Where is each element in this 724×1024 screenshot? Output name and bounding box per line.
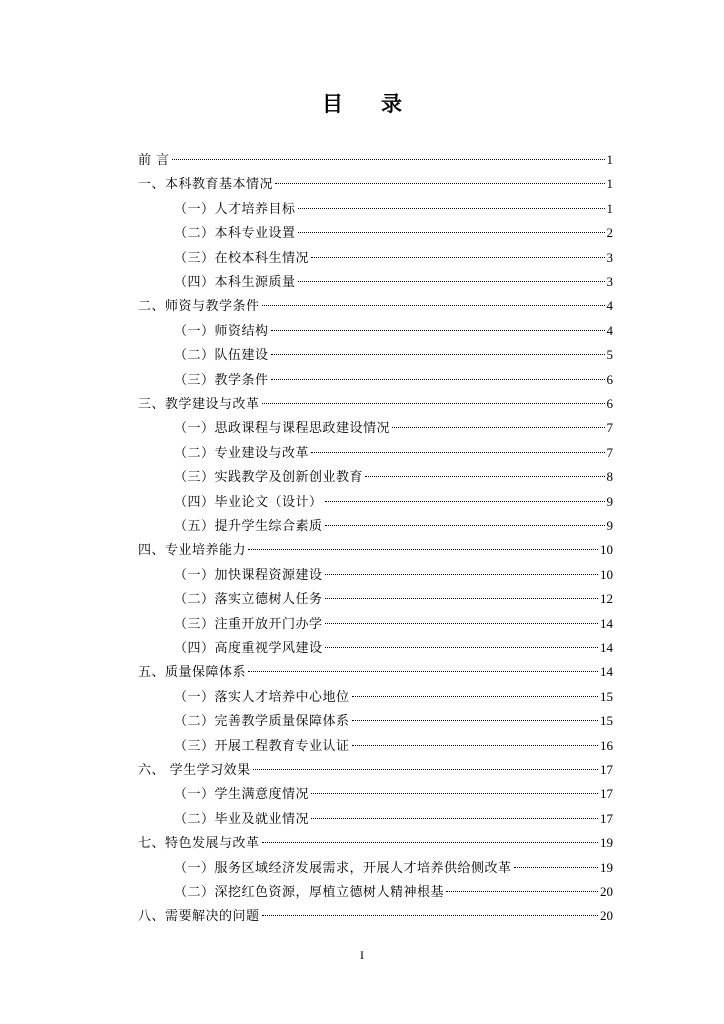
- toc-entry-page: 1: [606, 176, 613, 192]
- toc-entry[interactable]: [0, 758, 724, 781]
- toc-entry-label: （二）专业建设与改革: [174, 445, 310, 461]
- toc-entry-label: （五）提升学生综合素质: [174, 519, 323, 534]
- toc-entry-label: （二）队伍建设: [174, 348, 269, 364]
- toc-dot-leader: [352, 719, 598, 721]
- toc-entry-label: （四）毕业论文（设计）: [174, 494, 323, 510]
- toc-entry-page: 20: [600, 884, 613, 899]
- toc-dot-leader: [298, 207, 605, 209]
- toc-entry[interactable]: [0, 538, 724, 561]
- toc-entry-page: 14: [600, 640, 613, 655]
- toc-entry-label: （三）在校本科生情况: [174, 250, 310, 266]
- toc-entry-page: 1: [606, 200, 613, 216]
- toc-entry-page: 6: [606, 396, 613, 411]
- toc-entry-label: （一）师资结构: [174, 323, 269, 339]
- toc-dot-leader: [325, 573, 598, 575]
- toc-dot-leader: [325, 646, 598, 648]
- toc-entry[interactable]: [0, 709, 724, 732]
- toc-entry[interactable]: [0, 856, 724, 879]
- toc-entry-page: 20: [600, 908, 613, 924]
- toc-dot-leader: [325, 524, 605, 526]
- toc-entry-label: 八、需要解决的问题: [138, 909, 260, 925]
- toc-entry[interactable]: [0, 685, 724, 708]
- toc-entry[interactable]: [0, 880, 724, 903]
- toc-dot-leader: [325, 500, 605, 502]
- toc-entry-page: 19: [600, 859, 613, 875]
- toc-entry-label: （四）本科生源质量: [174, 275, 296, 290]
- toc-entry-page: 9: [606, 518, 613, 533]
- toc-entry-page: 16: [600, 737, 613, 753]
- toc-entry-label: （二）深挖红色资源，厚植立德树人精神根基: [174, 885, 445, 900]
- toc-entry[interactable]: [0, 343, 724, 366]
- toc-entry-page: 15: [600, 688, 613, 704]
- toc-dot-leader: [248, 548, 598, 550]
- toc-entry[interactable]: [0, 392, 724, 415]
- toc-entry-label: （二）毕业及就业情况: [174, 811, 310, 827]
- toc-entry[interactable]: [0, 465, 724, 488]
- toc-entry-label: （一）服务区域经济发展需求，开展人才培养供给侧改革: [174, 860, 512, 876]
- toc-entry-label: （一）学生满意度情况: [174, 787, 310, 803]
- toc-entry-page: 3: [606, 249, 613, 265]
- toc-entry[interactable]: [0, 660, 724, 683]
- toc-entry-page: 17: [600, 810, 613, 826]
- toc-entry-page: 14: [600, 615, 613, 631]
- toc-dot-leader: [262, 402, 605, 404]
- toc-entry-label: （三）实践教学及创新创业教育: [174, 470, 364, 486]
- toc-entry-page: 6: [606, 371, 613, 387]
- toc-entry-page: 10: [600, 542, 613, 558]
- toc-entry-label: （三）开展工程教育专业认证: [174, 738, 350, 754]
- toc-dot-leader: [446, 890, 598, 892]
- toc-dot-leader: [262, 914, 598, 916]
- toc-entry[interactable]: [0, 782, 724, 805]
- toc-entry-page: 17: [600, 786, 613, 802]
- toc-dot-leader: [365, 475, 604, 477]
- page-number-footer: I: [360, 948, 364, 962]
- toc-entry[interactable]: [0, 172, 724, 195]
- toc-entry-label: 四、专业培养能力: [138, 543, 247, 559]
- toc-entry-label: 一、本科教育基本情况: [138, 177, 274, 193]
- toc-entry[interactable]: [0, 416, 724, 439]
- toc-entry-label: 六、 学生学习效果: [138, 763, 251, 778]
- toc-entry-page: 15: [600, 713, 613, 729]
- toc-dot-leader: [325, 597, 598, 599]
- toc-dot-leader: [311, 451, 604, 453]
- toc-entry[interactable]: [0, 734, 724, 757]
- toc-entry[interactable]: [0, 587, 724, 610]
- toc-dot-leader: [298, 280, 605, 282]
- toc-entry-label: （一）人才培养目标: [174, 201, 296, 217]
- toc-entry-label: （二）完善教学质量保障体系: [174, 714, 350, 730]
- toc-entry-label: 二、师资与教学条件: [138, 299, 260, 315]
- toc-entry-page: 1: [606, 152, 613, 167]
- toc-entry-page: 7: [606, 444, 613, 460]
- toc-entry[interactable]: [0, 197, 724, 220]
- toc-entry[interactable]: [0, 490, 724, 513]
- toc-entry[interactable]: [0, 904, 724, 927]
- title-char-2: 录: [381, 92, 402, 116]
- toc-entry[interactable]: [0, 514, 724, 537]
- toc-dot-leader: [311, 256, 604, 258]
- toc-entry-label: （一）落实人才培养中心地位: [174, 689, 350, 705]
- toc-entry-label: 七、特色发展与改革: [138, 836, 260, 852]
- toc-entry[interactable]: [0, 831, 724, 854]
- toc-entry[interactable]: [0, 612, 724, 635]
- toc-entry[interactable]: [0, 636, 724, 659]
- toc-dot-leader: [271, 353, 605, 355]
- toc-dot-leader: [172, 158, 605, 160]
- toc-entry-page: 17: [600, 762, 613, 777]
- toc-dot-leader: [262, 304, 605, 306]
- toc-entry-page: 19: [600, 835, 613, 851]
- toc-dot-leader: [325, 622, 598, 624]
- toc-entry-page: 8: [606, 469, 613, 485]
- toc-dot-leader: [253, 768, 598, 770]
- title-char-1: 目: [322, 92, 343, 116]
- page-title: [0, 88, 724, 118]
- toc-entry-label: （二）本科专业设置: [174, 226, 296, 242]
- toc-entry-page: 10: [600, 566, 613, 582]
- toc-entry-page: 9: [606, 493, 613, 509]
- toc-entry-label: （三）注重开放开门办学: [174, 616, 323, 632]
- toc-dot-leader: [392, 426, 604, 428]
- toc-entry-label: （二）落实立德树人任务: [174, 592, 323, 608]
- toc-entry-label: （一）思政课程与课程思政建设情况: [174, 421, 391, 437]
- toc-entry-page: 3: [606, 274, 613, 289]
- toc-entry[interactable]: [0, 368, 724, 391]
- toc-entry[interactable]: [0, 441, 724, 464]
- toc-entry[interactable]: [0, 319, 724, 342]
- toc-dot-leader: [262, 841, 598, 843]
- toc-dot-leader: [271, 329, 605, 331]
- toc-dot-leader: [352, 744, 598, 746]
- toc-entry-label: 五、质量保障体系: [138, 665, 247, 681]
- toc-dot-leader: [298, 231, 605, 233]
- toc-dot-leader: [248, 670, 598, 672]
- toc-entry-label: 前 言: [138, 153, 170, 168]
- toc-entry[interactable]: [0, 246, 724, 269]
- toc-entry[interactable]: [0, 270, 724, 293]
- toc-entry-page: 4: [606, 322, 613, 338]
- toc-dot-leader: [514, 866, 598, 868]
- toc-entry-page: 7: [606, 420, 613, 436]
- toc-entry[interactable]: [0, 294, 724, 317]
- toc-dot-leader: [275, 182, 604, 184]
- toc-entry[interactable]: [0, 148, 724, 171]
- toc-entry[interactable]: [0, 563, 724, 586]
- toc-entry[interactable]: [0, 221, 724, 244]
- toc-entry[interactable]: [0, 807, 724, 830]
- toc-dot-leader: [311, 792, 598, 794]
- toc-entry-label: （三）教学条件: [174, 372, 269, 388]
- toc-dot-leader: [352, 695, 598, 697]
- toc-entry-page: 2: [606, 225, 613, 241]
- toc-entry-page: 4: [606, 298, 613, 314]
- toc-entry-label: （一）加快课程资源建设: [174, 567, 323, 583]
- toc-entry-label: 三、教学建设与改革: [138, 397, 260, 412]
- toc-dot-leader: [271, 378, 605, 380]
- toc-entry-page: 14: [600, 664, 613, 680]
- toc-entry-label: （四）高度重视学风建设: [174, 641, 323, 656]
- toc-entry-page: 12: [600, 591, 613, 607]
- toc-entry-page: 5: [606, 347, 613, 363]
- toc-dot-leader: [311, 817, 598, 819]
